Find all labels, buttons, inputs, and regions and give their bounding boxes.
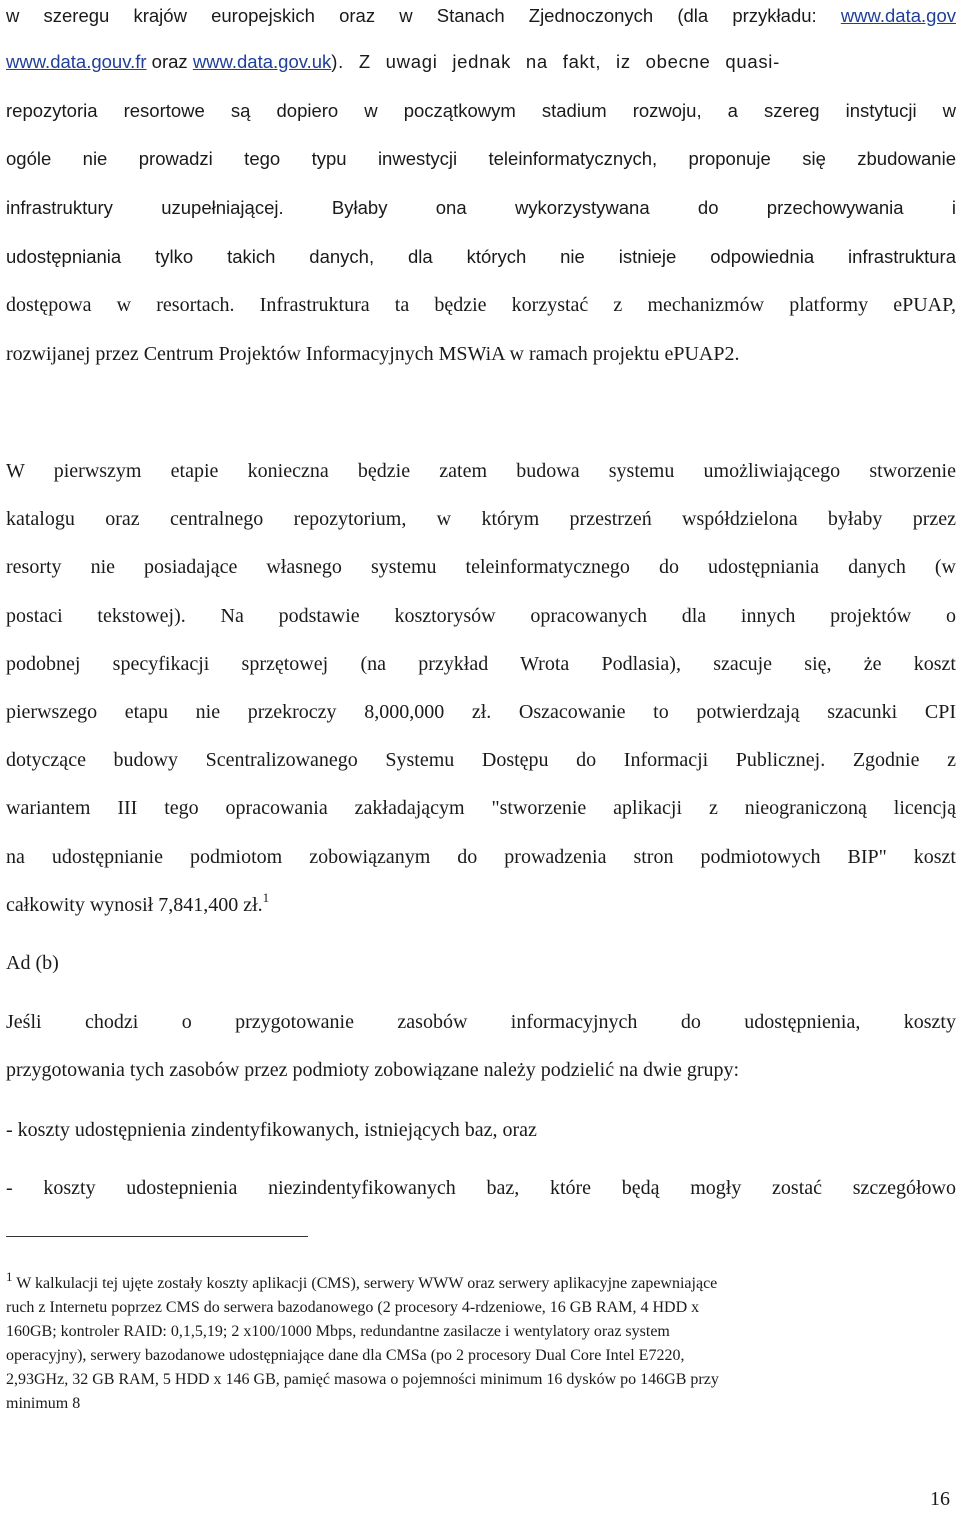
footnote-line-4: operacyjny), serwery bazodanowe udostępniające dane dla CMSa (po 2 procesory Dual Core Intel E7220, [6, 1347, 685, 1364]
text-span: całkowity wynosił 7,841,400 zł. [6, 894, 263, 916]
footnote-line-6: minimum 8 [6, 1395, 81, 1412]
section-heading-ad-b: Ad (b) [6, 952, 59, 974]
paragraph-2-line-9: na udostępnianie podmiotom zobowiązanym do prowadzenia stron podmiotowych BIP" koszt [6, 846, 956, 868]
footnote-reference[interactable]: 1 [262, 890, 270, 906]
paragraph-1-line-4: ogóle nie prowadzi tego typu inwestycji teleinformatycznych, proponuje się zbudowanie [6, 148, 956, 169]
footnote-line-3: 160GB; kontroler RAID: 0,1,5,19; 2 x100/1000 Mbps, redundantne zasilacze i wentylatory oraz system [6, 1323, 670, 1340]
text-span: W kalkulacji tej ujęte zostały koszty aplikacji (CMS), serwery WWW oraz serwery aplikacyjne zapewniające [12, 1275, 718, 1292]
list-item: - koszty udostepnienia niezindentyfikowanych baz, które będą mogły zostać szczegółowo [6, 1177, 956, 1199]
paragraph-2-line-8: wariantem III tego opracowania zakładającym "stworzenie aplikacji z nieograniczoną licencją [6, 797, 956, 819]
footnote [6, 1272, 946, 1416]
footnote-line-5: 2,93GHz, 32 GB RAM, 5 HDD x 146 GB, pamięć masowa o pojemności minimum 16 dysków po 146GB przy [6, 1371, 719, 1388]
paragraph-1-line-2 [6, 42, 956, 82]
paragraph-1-line-6: udostępniania tylko takich danych, dla których nie istnieje odpowiednia infrastruktura [6, 246, 956, 267]
paragraph-1-line-5: infrastruktury uzupełniającej. Byłaby ona wykorzystywana do przechowywania i [6, 197, 956, 218]
paragraph-1-line-3: repozytoria resortowe są dopiero w początkowym stadium rozwoju, a szereg instytucji w [6, 100, 956, 121]
text-span: ). Z uwagi jednak na fakt, iz obecne quasi- [331, 51, 780, 72]
paragraph-2-line-7: dotyczące budowy Scentralizowanego Systemu Dostępu do Informacji Publicznej. Zgodnie z [6, 749, 956, 771]
paragraph-2-line-10 [6, 885, 956, 925]
link-data-gov[interactable]: www.data.gov [840, 5, 956, 26]
paragraph-1-line-7: dostępowa w resortach. Infrastruktura ta będzie korzystać z mechanizmów platformy ePUAP, [6, 294, 956, 316]
link-data-gov-uk[interactable]: www.data.gov.uk [192, 51, 332, 72]
footnote-number: 1 [6, 1272, 13, 1284]
footnote-separator [6, 1236, 308, 1237]
paragraph-1-line-1 [6, 0, 956, 36]
footnote-line-1 [6, 1272, 946, 1296]
paragraph-3-line-1: Jeśli chodzi o przygotowanie zasobów informacyjnych do udostępnienia, koszty [6, 1011, 956, 1033]
paragraph-3-line-2: przygotowania tych zasobów przez podmioty zobowiązane należy podzielić na dwie grupy: [6, 1059, 740, 1081]
paragraph-2-line-5: podobnej specyfikacji sprzętowej (na przykład Wrota Podlasia), szacuje się, że koszt [6, 653, 956, 675]
document-page [6, 0, 956, 1520]
page-number: 16 [930, 1488, 950, 1510]
list-item: - koszty udostępnienia zindentyfikowanych, istniejących baz, oraz [6, 1119, 537, 1141]
paragraph-2-line-3: resorty nie posiadające własnego systemu teleinformatycznego do udostępniania danych (w [6, 556, 956, 578]
paragraph-2-line-2: katalogu oraz centralnego repozytorium, w którym przestrzeń współdzielona byłaby przez [6, 508, 956, 530]
paragraph-2-line-4: postaci tekstowej). Na podstawie kosztorysów opracowanych dla innych projektów o [6, 605, 956, 627]
link-data-gouv-fr[interactable]: www.data.gouv.fr [6, 51, 147, 72]
footnote-line-2: ruch z Internetu poprzez CMS do serwera bazodanowego (2 procesory 4-rdzeniowe, 16 GB RAM, 4 HDD x [6, 1299, 700, 1316]
paragraph-2-line-6: pierwszego etapu nie przekroczy 8,000,000 zł. Oszacowanie to potwierdzają szacunki CPI [6, 701, 956, 723]
paragraph-1-line-8: rozwijanej przez Centrum Projektów Informacyjnych MSWiA w ramach projektu ePUAP2. [6, 343, 740, 365]
paragraph-2-line-1: W pierwszym etapie konieczna będzie zatem budowa systemu umożliwiającego stworzenie [6, 460, 956, 482]
text-span: oraz [146, 51, 193, 72]
text-span: w szeregu krajów europejskich oraz w Stanach Zjednoczonych (dla przykładu: [6, 5, 841, 26]
